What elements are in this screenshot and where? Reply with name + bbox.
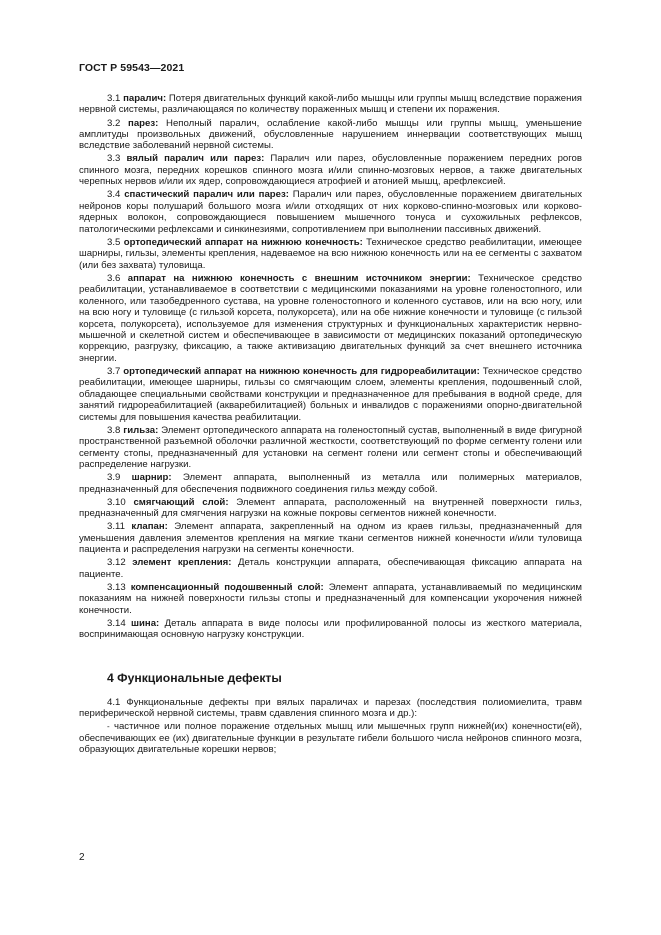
definition-item	[79, 425, 582, 471]
definition-number: 3.14	[107, 617, 126, 629]
bullet-item	[79, 721, 582, 755]
definition-term: гильза:	[123, 424, 159, 436]
definition-term: парез:	[128, 117, 159, 129]
definition-number: 3.7	[107, 365, 121, 377]
definition-term: ортопедический аппарат на нижнюю конечность:	[123, 236, 363, 248]
definition-text: Деталь конструкции аппарата, обеспечивающая фиксацию аппарата на пациенте.	[79, 557, 582, 580]
definition-term: клапан:	[131, 521, 168, 533]
section-intro: 4.1 Функциональные дефекты при вялых параличах и парезах (последствия полиомиелита, травм периферической нервной системы, травм сдавления спинного мозга и др.):	[79, 696, 582, 720]
section-title: 4 Функциональные дефекты	[107, 670, 282, 685]
definition-item	[79, 472, 582, 495]
document-header: ГОСТ Р 59543—2021	[79, 62, 185, 74]
definition-number: 3.5	[107, 236, 121, 248]
bullet-list	[79, 721, 582, 755]
definition-item	[79, 366, 582, 423]
definition-text: Неполный паралич, ослабление какой-либо мышцы или группы мышц, уменьшение амплитуды произвольных движений, обусловленные нарушением иннервации соответствующих мышц вследствие заболеваний нервной системы.	[79, 117, 582, 152]
definition-text: Паралич или парез, обусловленные поражением передних рогов спинного мозга, передних корешков спинного мозга и/или спинно-мозговых нервов, а также двигательных черепных нервов и/или их ядер, сопровождающиеся атрофией и атонией мышц, арефлексией.	[79, 153, 582, 188]
definition-number: 3.12	[107, 557, 126, 569]
definition-term: шина:	[131, 617, 160, 629]
definition-item	[79, 582, 582, 616]
definition-number: 3.8	[107, 424, 121, 436]
definition-number: 3.10	[107, 496, 126, 508]
definition-number: 3.4	[107, 189, 121, 201]
bullet-text: частичное или полное поражение отдельных мышц или мышечных групп нижней(их) конечности(ей), обеспечивающих ее (их) двигательные функции в результате гибели большого числа нейронов спинного мозга, образующих двигательные корешки нервов;	[79, 721, 582, 755]
definition-term: смягчающий слой:	[133, 496, 229, 508]
definition-number: 3.2	[107, 117, 121, 129]
definition-text: Элемент аппарата, закрепленный на одном из краев гильзы, предназначенный для уменьшения давления элементов крепления на мягкие ткани сегментов нижней конечности и/или туловища пациента и распределения нагрузки на сегменты конечности.	[79, 521, 582, 556]
definition-text: Элемент аппарата, расположенный на внутренней поверхности гильз, предназначенный для смягчения нагрузки на кожные покровы сегментов нижней конечности.	[79, 496, 582, 520]
definition-number: 3.9	[107, 472, 121, 484]
definition-item	[79, 497, 582, 520]
definition-text: Техническое средство реабилитации, устанавливаемое в соответствии с медицинскими показаниями на уровне голеностопного, или коленного, или тазобедренного сустава, на уровне голеностопного и коленного суставов, или на всю ногу, или на всю ногу и туловище (с гильзой корсета, полукорсета), или на обе нижние конечности и туловище (с гильзой корсета, полукорсета), используемое для изменения структурных и функциональных характеристик нервно-мышечной и скелетной систем и обеспечивающее в зависимости от медицинских показаний ортопедическую коррекцию, разгрузку, фиксацию, а также активизацию двигательных функций за счет внешнего источника энергии.	[79, 272, 582, 364]
definition-text: Элемент аппарата, выполненный из металла или полимерных материалов, предназначенный для обеспечения подвижного соединения гильз между собой.	[79, 472, 582, 495]
definition-item	[79, 93, 582, 116]
definition-item	[79, 118, 582, 152]
definition-item	[79, 189, 582, 235]
definition-term: компенсационный подошвенный слой:	[130, 581, 324, 593]
definition-text: Техническое средство реабилитации, имеющее шарниры, гильзы со смягчающим слоем, элементы крепления, подошвенный слой, обладающее специальными свойствами конструкции и предназначенное для пребывания в водной среде, для занятий гидрореабилитацией (акваребилитацией) больных и инвалидов с поражениями опорно-двигательной системы для повышения качества реабилитации.	[79, 365, 582, 423]
definition-number: 3.6	[107, 272, 121, 284]
definitions-list	[79, 93, 582, 641]
definition-term: аппарат на нижнюю конечность с внешним источником энергии:	[127, 272, 471, 284]
definition-number: 3.3	[107, 153, 121, 165]
definition-term: вялый паралич или парез:	[126, 153, 265, 165]
definition-item	[79, 557, 582, 580]
definition-item	[79, 521, 582, 555]
definition-term: ортопедический аппарат на нижнюю конечность для гидрореабилитации:	[123, 365, 480, 377]
definition-item	[79, 153, 582, 187]
definition-text: Элемент ортопедического аппарата на голеностопный сустав, выполненный в виде фигурной пространственной разъемной оболочки различной жесткости, соответствующий по форме сегменту голени или сегменту стопы, предназначенный для установки на сегмент голени или сегмент стопы и обеспечивающий распределение нагрузки.	[79, 424, 582, 471]
definition-term: паралич:	[123, 93, 167, 104]
definition-item	[79, 237, 582, 271]
page-number: 2	[79, 852, 85, 863]
definition-text: Элемент аппарата, устанавливаемый по медицинским показаниям на нижней поверхности гильзы стопы и предназначенный для компенсации укорочения нижней конечности.	[79, 581, 582, 616]
definition-text: Техническое средство реабилитации, имеющее шарниры, гильзы, элементы крепления, надеваемое на всю нижнюю конечность или на ее сегменты с захватом (или без захвата) туловища.	[79, 236, 582, 271]
definition-term: шарнир:	[131, 472, 172, 484]
definition-number: 3.11	[107, 521, 125, 533]
definition-term: спастический паралич или парез:	[124, 189, 289, 201]
definition-item	[79, 618, 582, 641]
definition-text: Потеря двигательных функций какой-либо мышцы или группы мышц вследствие поражения нервной системы, различающаяся по количеству пораженных мышц и степени их поражения.	[79, 93, 582, 116]
definition-term: элемент крепления:	[132, 557, 232, 569]
bullet-marker: -	[107, 722, 110, 732]
definition-number: 3.13	[107, 581, 126, 593]
definition-text: Паралич или парез, обусловленные поражением двигательных нейронов коры полушарий большого мозга и/или отходящих от них корково-спинно-мозговых или корково-ядерных волокон, сопровождающиеся повышением мышечного тонуса и сухожильных рефлексов, патологическими рефлексами и синкинезиями, сопротивлением при выполнении пассивных движений.	[79, 189, 582, 235]
definition-item	[79, 273, 582, 365]
definition-number: 3.1	[107, 93, 121, 104]
document-body	[79, 93, 582, 757]
definition-text: Деталь аппарата в виде полосы или профилированной полосы из жесткого материала, воспринимающая основную нагрузку конструкции.	[79, 617, 583, 641]
